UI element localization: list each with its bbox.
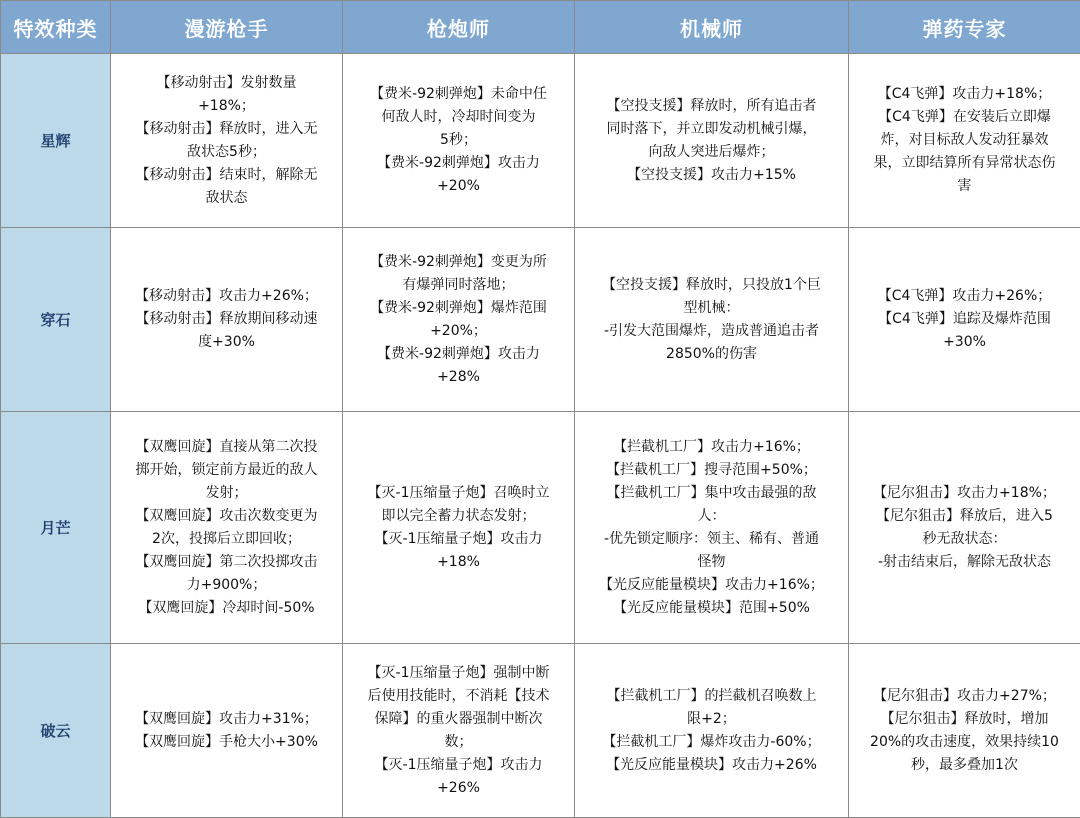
- effect-text-line: 【双鹰回旋】攻击力+31%；: [135, 710, 318, 727]
- effect-text-line: 【费米-92刺弹炮】攻击力: [377, 155, 540, 171]
- effect-text-line: -引发大范围爆炸，造成普通追击者: [603, 322, 820, 339]
- effect-cell: [111, 644, 343, 818]
- effect-text-line: 【费米-92刺弹炮】攻击力: [377, 345, 540, 362]
- effect-cell: [575, 228, 849, 412]
- effect-cell: [575, 412, 849, 644]
- effect-text-line: 【双鹰回旋】直接从第二次投: [135, 438, 318, 455]
- effect-cell: [849, 54, 1080, 228]
- header-corner: 特效种类: [1, 1, 111, 54]
- effect-text-line: +18%: [437, 553, 480, 570]
- effect-text-line: 【尼尔狙击】攻击力+18%；: [873, 484, 1056, 501]
- header-col-2: 枪炮师: [343, 1, 575, 54]
- effect-text-line: 果，立即结算所有异常状态伤: [873, 155, 1056, 171]
- effect-text-line: 【拦截机工厂】集中攻击最强的敌: [606, 484, 817, 501]
- effect-text-line: 【光反应能量模块】范围+50%: [613, 599, 810, 616]
- effect-text-line: 力+900%；: [186, 576, 267, 593]
- header-col-4: 弹药专家: [849, 1, 1080, 54]
- table-row: [1, 412, 1080, 644]
- effect-text-line: +20%: [437, 178, 480, 194]
- effect-cell: [575, 54, 849, 228]
- row-label: 星辉: [1, 54, 111, 228]
- effect-text-line: 数；: [444, 733, 473, 750]
- effect-text-line: 【光反应能量模块】攻击力+16%；: [599, 576, 824, 593]
- table-row: [1, 644, 1080, 818]
- effect-text-line: 20%的攻击速度，效果持续10: [870, 733, 1059, 750]
- effect-text-line: 【拦截机工厂】搜寻范围+50%；: [606, 461, 817, 478]
- effect-text-line: 2850%的伤害: [666, 345, 757, 362]
- effect-text-line: 【C4飞弹】追踪及爆炸范围: [878, 311, 1051, 327]
- effect-text-line: 【灭-1压缩量子炮】攻击力: [374, 530, 543, 547]
- effect-text-line: 【费米-92刺弹炮】爆炸范围: [370, 299, 547, 316]
- effect-text-line: 【费米-92刺弹炮】变更为所: [370, 253, 547, 270]
- effect-text-line: 2次，投掷后立即回收；: [152, 530, 301, 547]
- effect-text-line: 保障】的重火器强制中断次: [374, 710, 543, 727]
- effect-text-line: 【移动射击】释放时，进入无: [135, 120, 318, 137]
- effect-text-line: 【双鹰回旋】攻击次数变更为: [135, 507, 318, 524]
- effect-cell: [343, 54, 575, 228]
- effect-text-line: -优先锁定顺序：领主、稀有、普通: [603, 530, 820, 547]
- effect-text-line: 敌状态5秒；: [187, 143, 266, 160]
- effect-text-line: 度+30%: [198, 334, 255, 350]
- effect-text-line: 【C4飞弹】攻击力+18%；: [877, 86, 1052, 102]
- effect-text-line: 即以完全蓄力状态发射；: [381, 507, 536, 524]
- effect-cell: [849, 228, 1080, 412]
- effect-text-line: 后使用技能时，不消耗【技术: [367, 687, 550, 704]
- effect-text-line: 限+2；: [687, 710, 736, 727]
- effect-text-line: 【双鹰回旋】第二次投掷攻击: [135, 553, 318, 570]
- effect-text-line: 害: [957, 178, 972, 194]
- effect-text-line: 【空投支援】释放时，只投放1个巨: [602, 276, 821, 293]
- effect-text-line: 向敌人突进后爆炸；: [648, 143, 775, 160]
- effect-text-line: 人：: [697, 507, 726, 524]
- effect-text-line: 【双鹰回旋】冷却时间-50%: [138, 599, 315, 616]
- effect-text-line: 同时落下，并立即发动机械引爆，: [606, 120, 817, 137]
- effect-text-line: 【尼尔狙击】释放时，增加: [880, 710, 1049, 727]
- effect-cell: [575, 644, 849, 818]
- effect-text-line: 何敌人时，冷却时间变为: [381, 109, 536, 125]
- effect-text-line: 【尼尔狙击】攻击力+27%；: [873, 687, 1056, 704]
- effect-text-line: 【拦截机工厂】爆炸攻击力-60%；: [602, 733, 821, 750]
- effect-cell: [343, 412, 575, 644]
- table-body: [1, 54, 1080, 818]
- table-row: [1, 54, 1080, 228]
- effect-text-line: 发射；: [205, 484, 248, 501]
- effect-text-line: -射击结束后，解除无敌状态: [877, 553, 1052, 570]
- effect-cell: [849, 412, 1080, 644]
- effect-text-line: +28%: [437, 368, 480, 385]
- effect-text-line: 秒，最多叠加1次: [911, 756, 1018, 773]
- effect-text-line: +20%；: [430, 322, 487, 339]
- effect-text-line: +30%: [943, 334, 986, 350]
- effect-text-line: 【费米-92刺弹炮】未命中任: [370, 86, 547, 102]
- effect-text-line: 掷开始，锁定前方最近的敌人: [135, 461, 318, 478]
- row-label: 破云: [1, 644, 111, 818]
- effect-text-line: 【灭-1压缩量子炮】强制中断: [367, 664, 550, 681]
- effect-text-line: 【移动射击】攻击力+26%；: [135, 288, 318, 304]
- effect-text-line: 【移动射击】结束时，解除无: [135, 166, 318, 183]
- row-label: 穿石: [1, 228, 111, 412]
- effect-text-line: 敌状态: [205, 189, 248, 206]
- effect-text-line: 【灭-1压缩量子炮】攻击力: [374, 756, 543, 773]
- effect-text-line: 【C4飞弹】攻击力+26%；: [877, 288, 1052, 304]
- row-label: 月芒: [1, 412, 111, 644]
- effect-text-line: 【空投支援】攻击力+15%: [627, 166, 796, 183]
- effect-text-line: 【空投支援】释放时，所有追击者: [606, 97, 817, 114]
- effect-text-line: 【尼尔狙击】释放后，进入5: [876, 507, 1053, 524]
- effect-text-line: 【拦截机工厂】的拦截机召唤数上: [606, 687, 817, 704]
- table-row: [1, 228, 1080, 412]
- effect-text-line: 【双鹰回旋】手枪大小+30%: [135, 733, 318, 750]
- effect-text-line: 5秒；: [440, 132, 477, 148]
- effect-cell: [111, 412, 343, 644]
- effect-text-line: 有爆弹同时落地；: [402, 276, 515, 293]
- effect-cell: [849, 644, 1080, 818]
- effect-text-line: +18%；: [198, 97, 255, 114]
- effect-text-line: 秒无敌状态：: [922, 530, 1007, 547]
- effect-cell: [111, 54, 343, 228]
- effect-text-line: 【灭-1压缩量子炮】召唤时立: [367, 484, 550, 501]
- effect-text-line: 型机械：: [683, 299, 740, 316]
- effect-text-line: 【移动射击】释放期间移动速: [135, 311, 318, 327]
- effect-text-line: 怪物: [697, 553, 726, 570]
- effect-cell: [343, 228, 575, 412]
- effect-text-line: 【C4飞弹】在安装后立即爆: [878, 109, 1051, 125]
- effect-text-line: 【拦截机工厂】攻击力+16%；: [613, 438, 810, 455]
- header-row: [1, 1, 1080, 54]
- effect-text-line: +26%: [437, 779, 480, 796]
- effect-cell: [111, 228, 343, 412]
- effect-text-line: 炸，对目标敌人发动狂暴效: [880, 132, 1049, 148]
- effect-text-line: 【移动射击】发射数量: [156, 74, 297, 91]
- effect-text-line: 【光反应能量模块】攻击力+26%: [606, 756, 817, 773]
- header-col-1: 漫游枪手: [111, 1, 343, 54]
- header-col-3: 机械师: [575, 1, 849, 54]
- effect-cell: [343, 644, 575, 818]
